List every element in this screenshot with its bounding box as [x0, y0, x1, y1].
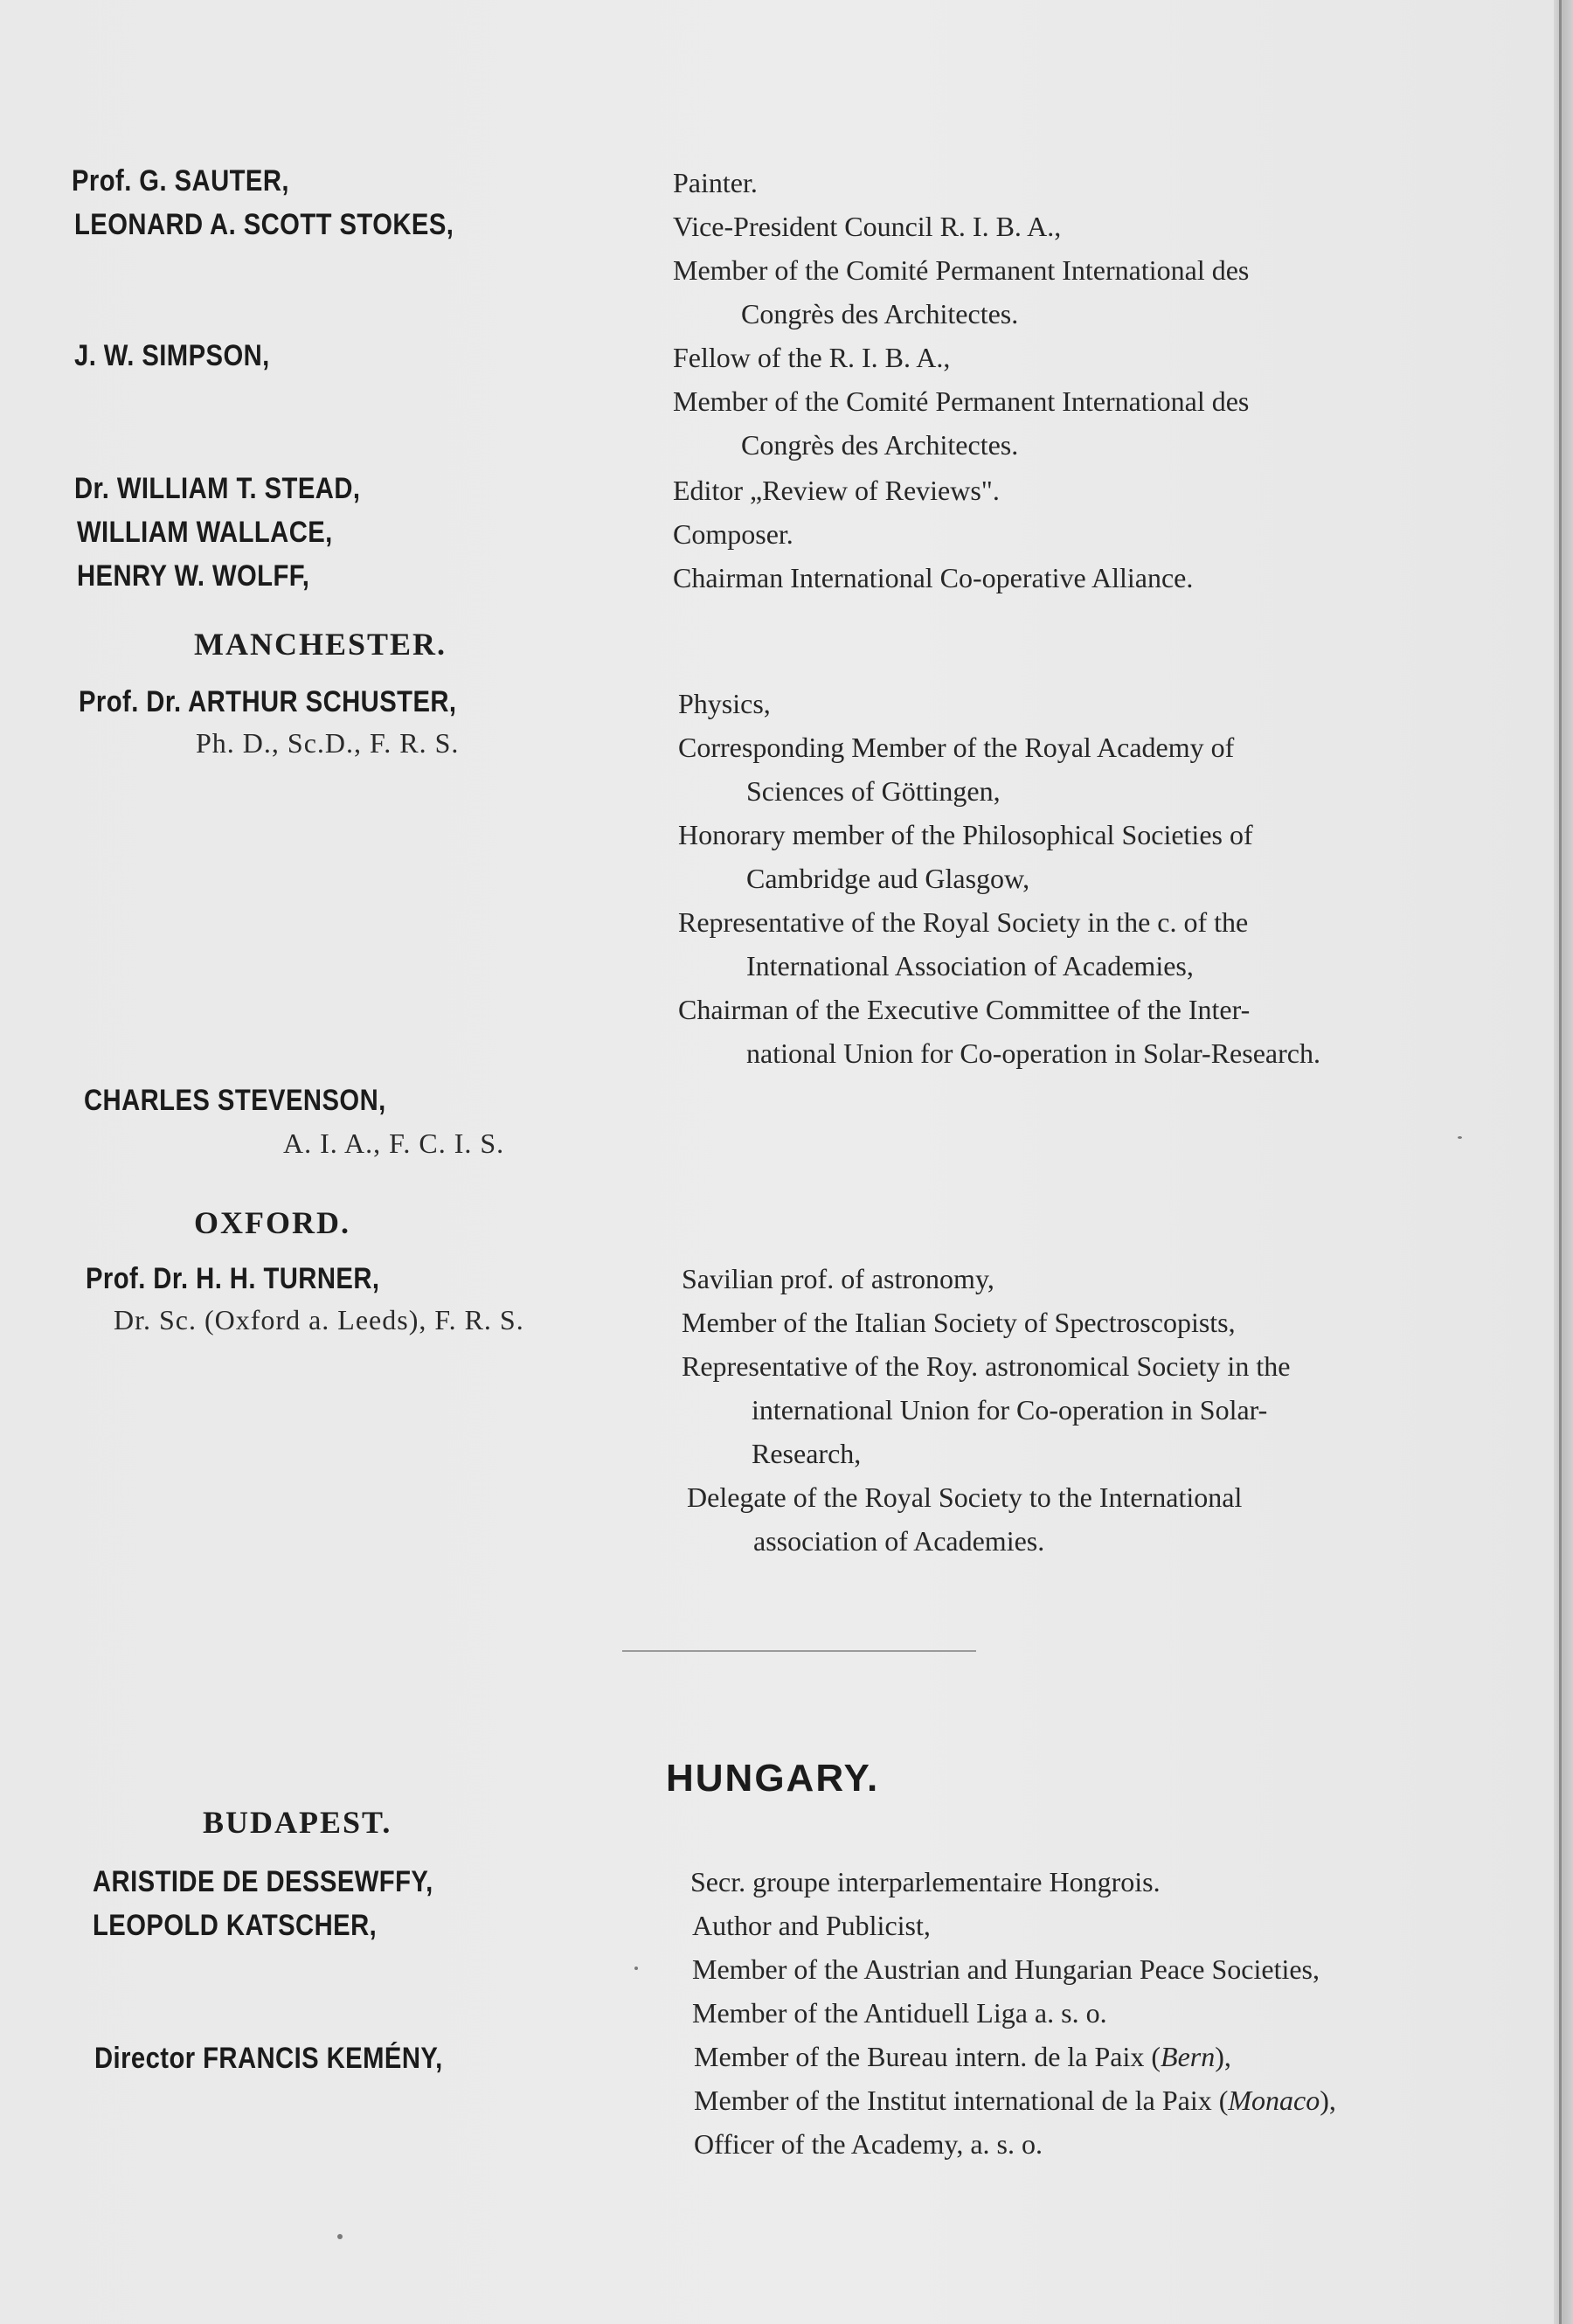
- person-name: LEONARD A. SCOTT STOKES,: [74, 208, 454, 241]
- edge-shadow-line: [1559, 0, 1562, 2324]
- description-line: Vice-President Council R. I. B. A.,: [673, 211, 1062, 242]
- city-heading: BUDAPEST.: [203, 1805, 392, 1840]
- description-line: Corresponding Member of the Royal Academy of: [678, 732, 1235, 763]
- paper-speck: [1458, 1136, 1462, 1139]
- description-line: Chairman of the Executive Committee of the Inter-: [678, 994, 1251, 1025]
- description-line: Research,: [752, 1438, 862, 1469]
- description-line: Member of the Institut international de la Paix (Monaco),: [694, 2085, 1336, 2116]
- description-line: Member of the Italian Society of Spectroscopists,: [682, 1307, 1236, 1338]
- person-name: Prof. Dr. ARTHUR SCHUSTER,: [79, 685, 457, 718]
- person-name: Prof. Dr. H. H. TURNER,: [86, 1262, 380, 1295]
- description-line: Member of the Bureau intern. de la Paix (Bern),: [694, 2041, 1231, 2072]
- description-line: Member of the Austrian and Hungarian Peace Societies,: [692, 1953, 1320, 1985]
- description-line: Honorary member of the Philosophical Societies of: [678, 819, 1253, 850]
- description-line: Officer of the Academy, a. s. o.: [694, 2128, 1043, 2160]
- description-line: Chairman International Co-operative Alliance.: [673, 562, 1194, 593]
- description-line: Member of the Comité Permanent International des: [673, 385, 1250, 417]
- paper-speck: [337, 2234, 343, 2239]
- person-name: LEOPOLD KATSCHER,: [93, 1909, 378, 1942]
- country-heading: HUNGARY.: [666, 1757, 880, 1800]
- description-line: Author and Publicist,: [692, 1910, 931, 1941]
- description-line: Member of the Comité Permanent International des: [673, 254, 1250, 286]
- description-line: Editor „Review of Reviews".: [673, 475, 1000, 506]
- description-line: Representative of the Royal Society in the c. of the: [678, 906, 1249, 938]
- person-name: Dr. WILLIAM T. STEAD,: [74, 472, 361, 505]
- description-line: Physics,: [678, 688, 771, 719]
- paper-speck: [634, 1967, 638, 1970]
- description-line: Composer.: [673, 518, 793, 550]
- description-line: Painter.: [673, 167, 758, 198]
- description-line: Congrès des Architectes.: [741, 298, 1019, 330]
- page-binding-edge: [1554, 0, 1573, 2324]
- description-line: Sciences of Göttingen,: [746, 775, 1001, 807]
- person-credentials: Ph. D., Sc.D., F. R. S.: [196, 727, 460, 759]
- description-line: Secr. groupe interparlementaire Hongrois.: [690, 1866, 1161, 1897]
- description-line: Cambridge aud Glasgow,: [746, 863, 1030, 894]
- description-line: Savilian prof. of astronomy,: [682, 1263, 994, 1294]
- description-line: Member of the Antiduell Liga a. s. o.: [692, 1997, 1107, 2029]
- person-credentials: A. I. A., F. C. I. S.: [283, 1127, 505, 1159]
- person-name: HENRY W. WOLFF,: [77, 559, 310, 593]
- description-line: Congrès des Architectes.: [741, 429, 1019, 461]
- description-line: Fellow of the R. I. B. A.,: [673, 342, 951, 373]
- description-line: Delegate of the Royal Society to the International: [687, 1481, 1243, 1513]
- city-heading: MANCHESTER.: [194, 627, 447, 662]
- description-line: International Association of Academies,: [746, 950, 1194, 982]
- section-divider: [622, 1650, 976, 1652]
- description-line: Representative of the Roy. astronomical Society in the: [682, 1350, 1291, 1382]
- person-credentials: Dr. Sc. (Oxford a. Leeds), F. R. S.: [114, 1304, 524, 1335]
- person-name: ARISTIDE DE DESSEWFFY,: [93, 1865, 433, 1898]
- description-line: association of Academies.: [753, 1525, 1045, 1557]
- person-name: J. W. SIMPSON,: [74, 339, 270, 372]
- city-heading: OXFORD.: [194, 1205, 350, 1240]
- description-line: national Union for Co-operation in Solar-Research.: [746, 1037, 1320, 1069]
- person-name: Prof. G. SAUTER,: [72, 164, 289, 198]
- description-line: international Union for Co-operation in Solar-: [752, 1394, 1268, 1426]
- person-name: Director FRANCIS KEMÉNY,: [94, 2042, 443, 2075]
- person-name: CHARLES STEVENSON,: [84, 1084, 386, 1117]
- person-name: WILLIAM WALLACE,: [77, 516, 333, 549]
